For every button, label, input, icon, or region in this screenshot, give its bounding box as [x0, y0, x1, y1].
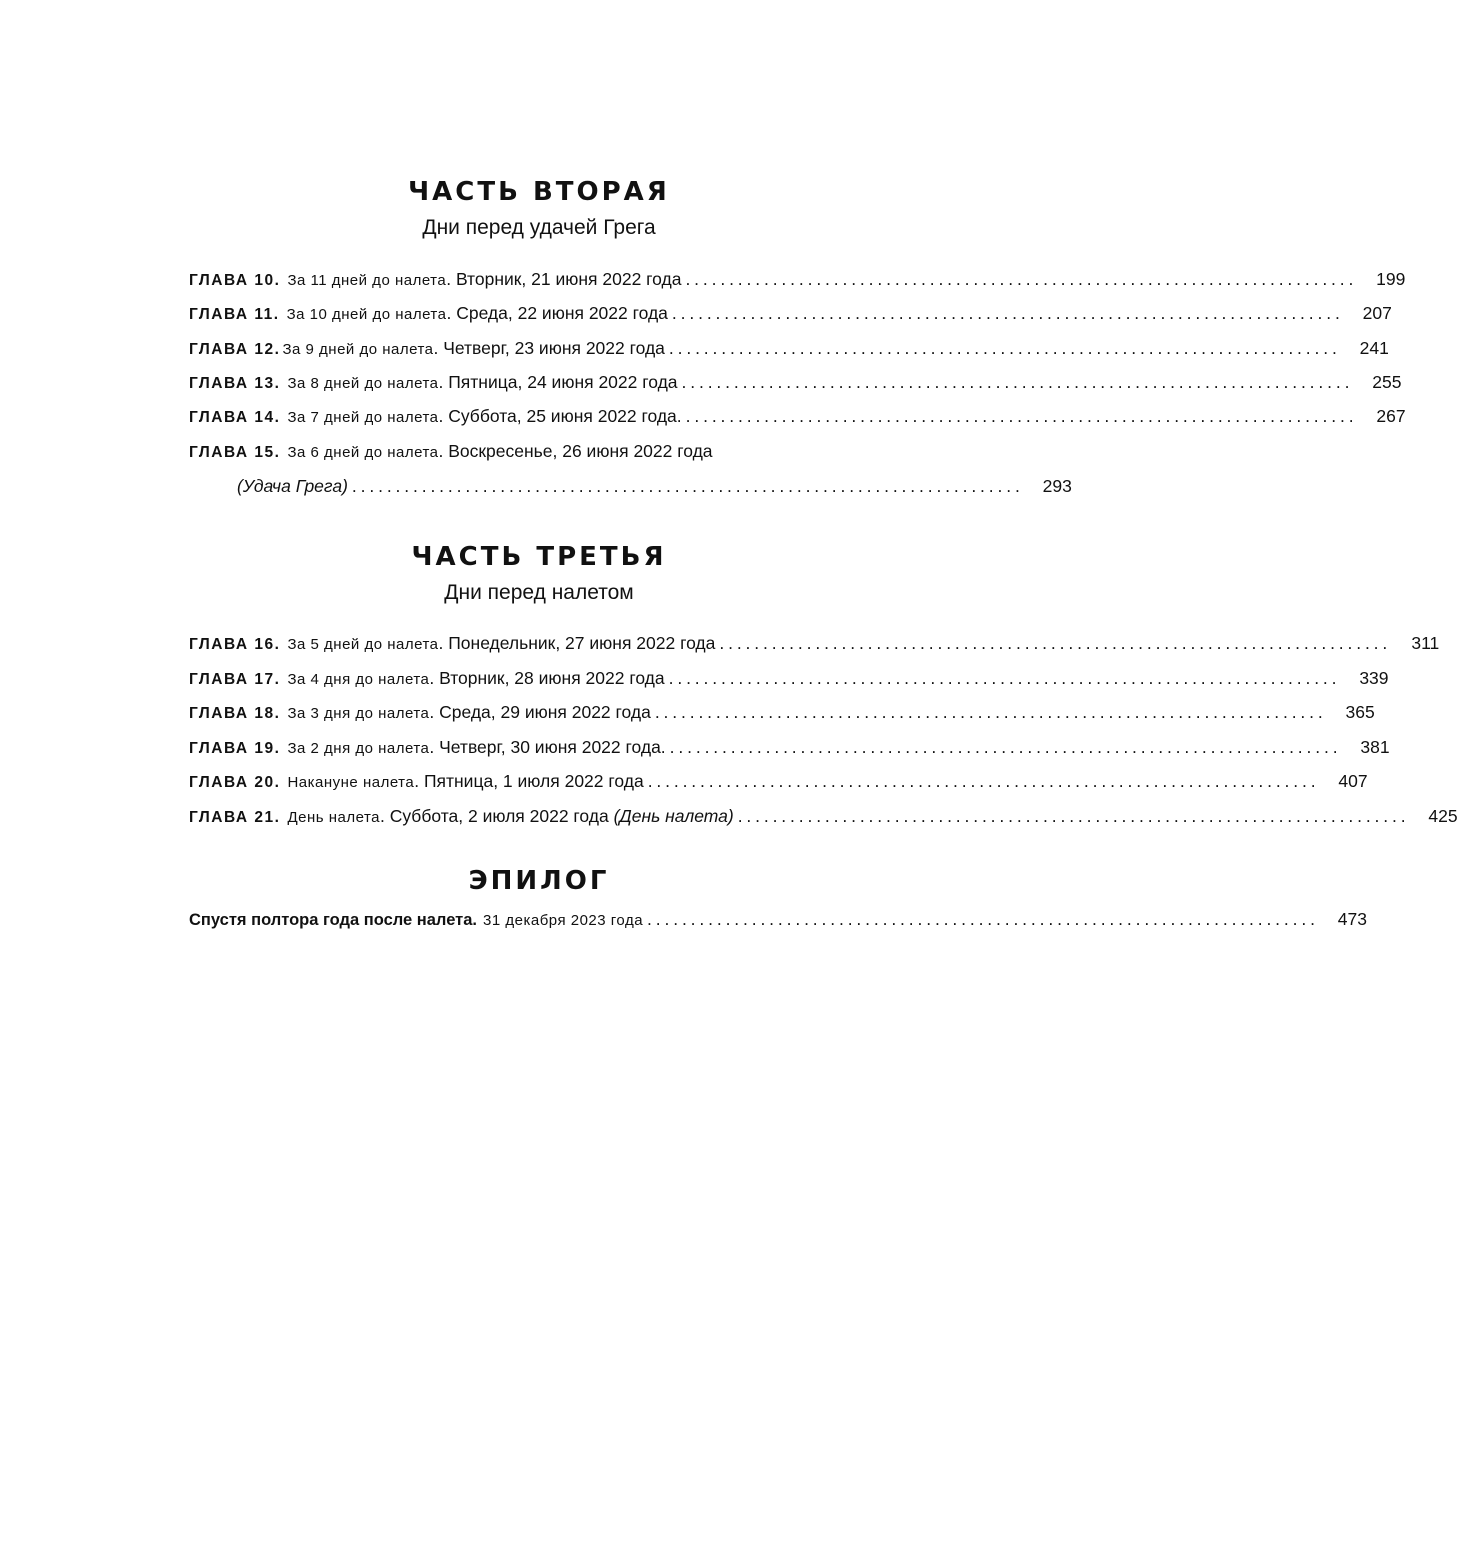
toc-entry-chapter-15[interactable] [189, 439, 884, 463]
chapter-label: ГЛАВА 15. [189, 444, 281, 461]
epilogue-label: Спустя полтора года после налета. [189, 911, 478, 929]
part-title: ЧАСТЬ ВТОРАЯ [408, 177, 670, 207]
toc-entry-chapter-16[interactable] [189, 631, 1440, 655]
chapter-title: За 4 дня до налета. Вторник, 28 июня 2022 года [287, 668, 665, 688]
chapter-subtitle: (Удача Грега) [237, 476, 348, 496]
toc-entry-chapter-15-continuation[interactable] [189, 474, 1072, 498]
chapter-title: За 5 дней до налета. Понедельник, 27 июня 2022 года [287, 633, 716, 653]
epilogue-heading [0, 866, 1000, 896]
page-number: 381 [1360, 737, 1390, 757]
dot-leader [681, 267, 1353, 291]
chapter-label: ГЛАВА 18. [189, 705, 281, 722]
toc-entry-chapter-20[interactable] [189, 769, 1368, 793]
epilogue-title: 31 декабря 2023 года [483, 912, 644, 929]
page-number: 311 [1411, 633, 1440, 653]
page-number: 207 [1362, 303, 1392, 323]
part-subtitle: Дни перед удачей Грега [422, 216, 656, 239]
toc-entry-chapter-17[interactable] [189, 666, 1389, 690]
chapter-title: Накануне налета. Пятница, 1 июля 2022 года [287, 771, 644, 791]
dot-leader [643, 907, 1315, 931]
page-number: 293 [1042, 476, 1072, 496]
toc-entry-chapter-21[interactable] [189, 804, 1458, 828]
part-three-heading [0, 542, 1000, 606]
chapter-label: ГЛАВА 14. [189, 409, 281, 426]
dot-leader [668, 301, 1340, 325]
dot-leader [682, 404, 1354, 428]
toc-entry-chapter-13[interactable] [189, 370, 1402, 394]
chapter-title: За 9 дней до налета. Четверг, 23 июня 2022 года [282, 338, 665, 358]
page-number: 473 [1337, 909, 1367, 929]
toc-entry-chapter-14[interactable] [189, 404, 1406, 428]
chapter-title: За 7 дней до налета. Суббота, 25 июня 2022 года. [287, 406, 682, 426]
chapter-title: За 2 дня до налета. Четверг, 30 июня 2022 года. [287, 737, 666, 757]
dot-leader [715, 631, 1387, 655]
page-number: 199 [1376, 269, 1406, 289]
dot-leader [665, 666, 1337, 690]
page-number: 365 [1345, 702, 1375, 722]
dot-leader [651, 700, 1323, 724]
toc-entry-epilogue[interactable] [189, 907, 1367, 931]
part-title: ЧАСТЬ ТРЕТЬЯ [411, 542, 667, 572]
dot-leader [666, 735, 1338, 759]
toc-entry-chapter-12[interactable] [189, 336, 1389, 360]
part-two-heading [0, 177, 1000, 241]
chapter-label: ГЛАВА 19. [189, 740, 281, 757]
toc-entry-chapter-18[interactable] [189, 700, 1375, 724]
chapter-label: ГЛАВА 17. [189, 671, 281, 688]
page-number: 339 [1359, 668, 1389, 688]
dot-leader [678, 370, 1350, 394]
page-number: 425 [1428, 806, 1458, 826]
dot-leader [348, 474, 1020, 498]
chapter-title: За 6 дней до налета. Воскресенье, 26 июня 2022 года [287, 441, 713, 461]
dot-leader [665, 336, 1337, 360]
page-number: 255 [1372, 372, 1402, 392]
page-number: 241 [1359, 338, 1389, 358]
page-number: 407 [1338, 771, 1368, 791]
chapter-label: ГЛАВА 12. [189, 341, 281, 358]
chapter-label: ГЛАВА 13. [189, 375, 281, 392]
chapter-label: ГЛАВА 16. [189, 636, 281, 653]
chapter-title: За 11 дней до налета. Вторник, 21 июня 2022 года [287, 269, 682, 289]
chapter-title: За 10 дней до налета. Среда, 22 июня 2022 года [286, 303, 668, 323]
chapter-title: За 3 дня до налета. Среда, 29 июня 2022 года [287, 702, 651, 722]
chapter-title: За 8 дней до налета. Пятница, 24 июня 2022 года [287, 372, 678, 392]
dot-leader [644, 769, 1316, 793]
chapter-label: ГЛАВА 20. [189, 774, 281, 791]
chapter-label: ГЛАВА 21. [189, 809, 281, 826]
part-title: ЭПИЛОГ [468, 866, 610, 896]
chapter-title: День налета. Суббота, 2 июля 2022 года (День налета) [287, 806, 734, 826]
page-number: 267 [1376, 406, 1406, 426]
toc-entry-chapter-10[interactable] [189, 267, 1406, 291]
chapter-label: ГЛАВА 11. [189, 306, 280, 323]
chapter-label: ГЛАВА 10. [189, 272, 281, 289]
dot-leader [734, 804, 1406, 828]
part-subtitle: Дни перед налетом [444, 581, 634, 604]
toc-entry-chapter-19[interactable] [189, 735, 1390, 759]
toc-entry-chapter-11[interactable] [189, 301, 1392, 325]
